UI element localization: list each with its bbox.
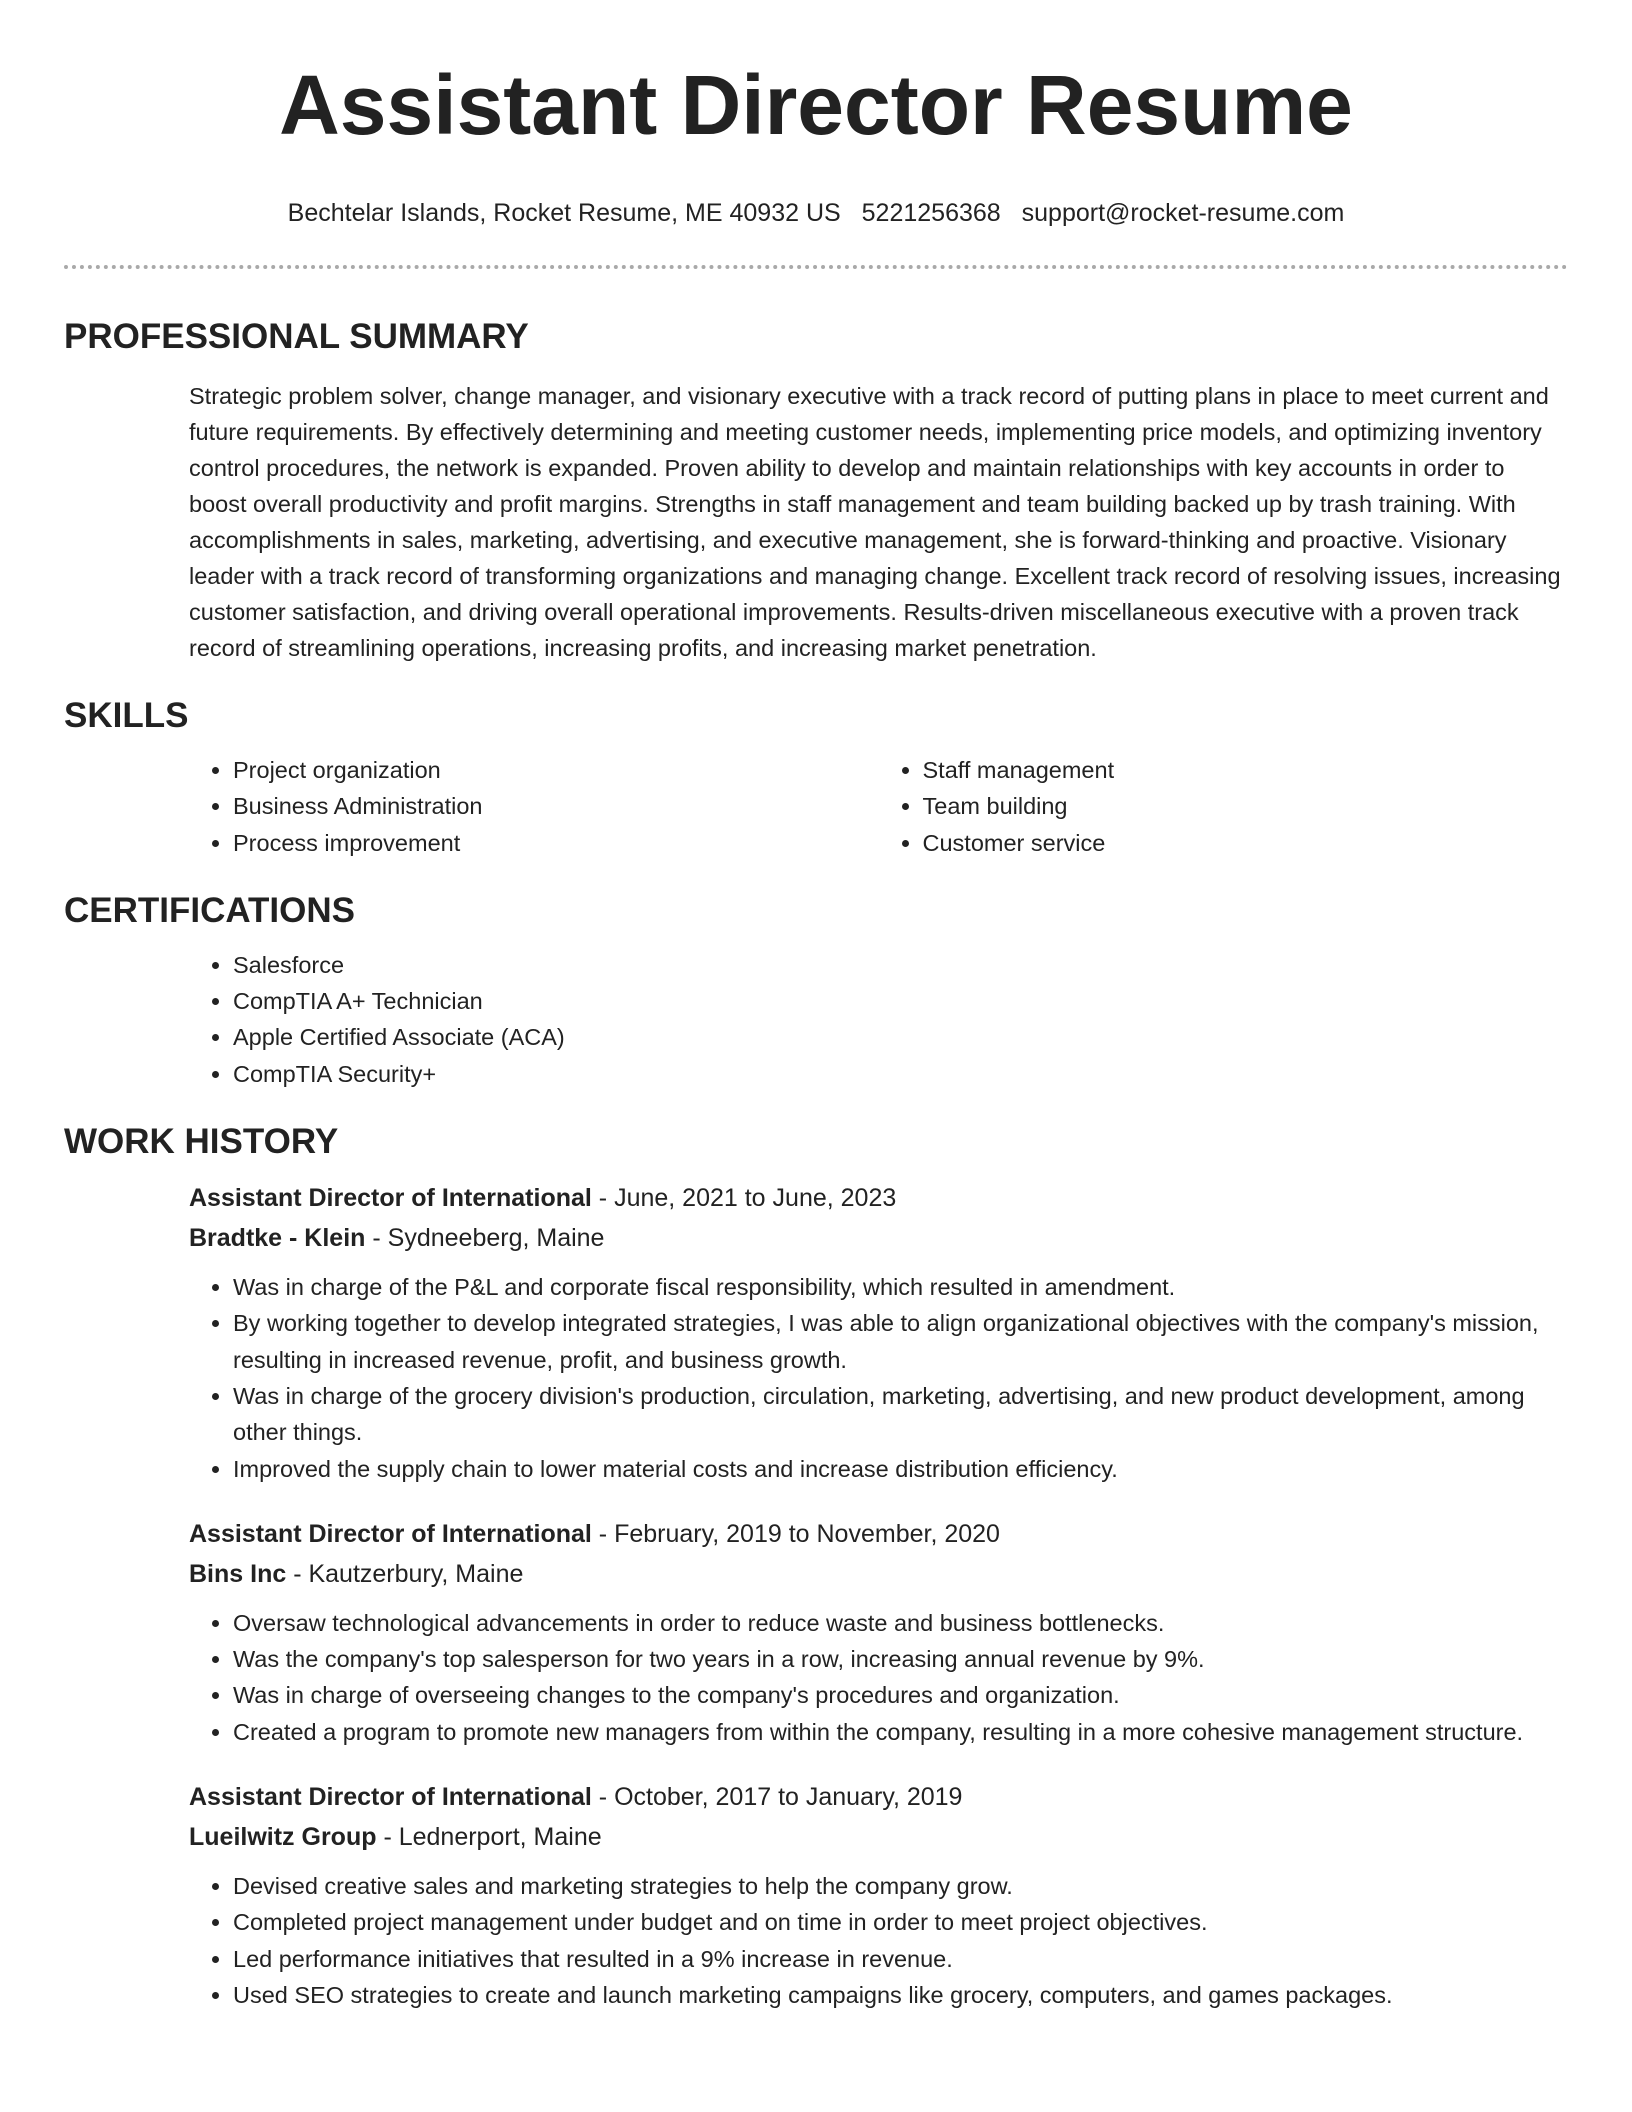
company-line [189, 1817, 1568, 1857]
summary-text: Strategic problem solver, change manager, and visionary executive with a track record of putting plans in place to meet current and future requirements. By effectively determining and meeting customer needs, implementing price models, and optimizing inventory control procedures, the network is expanded. Proven ability to develop and maintain relationships with key accounts in order to boost overall productivity and profit margins. Strengths in staff management and team building backed up by trash training. With accomplishments in sales, marketing, advertising, and executive management, she is forward-thinking and proactive. Visionary leader with a track record of transforming organizations and managing change. Excellent track record of resolving issues, increasing customer satisfaction, and driving overall operational improvements. Results-driven miscellaneous executive with a proven track record of streamlining operations, increasing profits, and increasing market penetration. [189, 383, 1561, 661]
list-item: • Used SEO strategies to create and launch marketing campaigns like grocery, computers, and games packages. [233, 1977, 1568, 2013]
job-title: Assistant Director of International [189, 1519, 592, 1548]
job-dates: - October, 2017 to January, 2019 [591, 1783, 963, 1812]
company-name: Bradtke - Klein [189, 1224, 366, 1253]
list-item: • Project organization [233, 752, 879, 788]
skills-list-left [189, 752, 879, 861]
list-item: • By working together to develop integrated strategies, I was able to align organizational objectives with the company's mission, resulting in increased revenue, profit, and business growth. [233, 1305, 1568, 1378]
job-entry [189, 1777, 1568, 2013]
job-title: Assistant Director of International [189, 1184, 592, 1213]
list-item: • Staff management [923, 752, 1569, 788]
job-entry [189, 1178, 1568, 1487]
list-item: • Improved the supply chain to lower material costs and increase distribution efficiency. [233, 1451, 1568, 1487]
company-location: - Sydneeberg, Maine [365, 1224, 605, 1253]
company-line [189, 1218, 1568, 1258]
list-item: • Was the company's top salesperson for two years in a row, increasing annual revenue by 9%. [233, 1641, 1568, 1677]
list-item: • Devised creative sales and marketing strategies to help the company grow. [233, 1868, 1568, 1904]
contact-email: support@rocket-resume.com [1021, 199, 1345, 227]
certifications-list [189, 947, 1568, 1092]
list-item: • Was in charge of overseeing changes to the company's procedures and organization. [233, 1677, 1568, 1713]
job-bullets [189, 1269, 1568, 1487]
list-item: • Customer service [923, 825, 1569, 861]
section-heading-summary: PROFESSIONAL SUMMARY [64, 317, 529, 356]
company-location: - Lednerport, Maine [376, 1823, 602, 1852]
certifications-section [64, 889, 1568, 1092]
resume-page [64, 0, 1568, 2013]
contact-address: Bechtelar Islands, Rocket Resume, ME 40932 US [287, 199, 841, 227]
list-item: • Process improvement [233, 825, 879, 861]
certifications-block [189, 947, 1568, 1092]
list-item: • Created a program to promote new managers from within the company, resulting in a more cohesive management structure. [233, 1714, 1568, 1750]
page-title: Assistant Director Resume [279, 58, 1353, 152]
company-name: Bins Inc [189, 1559, 287, 1588]
skills-columns [189, 752, 1568, 861]
list-item: • CompTIA A+ Technician [233, 983, 1568, 1019]
job-dates: - February, 2019 to November, 2020 [591, 1519, 1000, 1548]
section-heading-skills: SKILLS [64, 696, 189, 735]
section-heading-work-history: WORK HISTORY [64, 1122, 339, 1162]
job-title-line [189, 1178, 1568, 1218]
list-item: • Was in charge of the grocery division's production, circulation, marketing, advertising, and new product development, among other things. [233, 1378, 1568, 1451]
job-title-line [189, 1777, 1568, 1817]
list-item: • CompTIA Security+ [233, 1056, 1568, 1092]
contact-line [64, 197, 1568, 229]
list-item: • Salesforce [233, 947, 1568, 983]
list-item: • Business Administration [233, 788, 879, 824]
summary-section [64, 315, 1568, 666]
list-item: • Team building [923, 788, 1569, 824]
job-entry [189, 1514, 1568, 1750]
company-location: - Kautzerbury, Maine [286, 1559, 524, 1588]
job-dates: - June, 2021 to June, 2023 [591, 1184, 897, 1213]
list-item: • Oversaw technological advancements in order to reduce waste and business bottlenecks. [233, 1605, 1568, 1641]
skills-section [64, 694, 1568, 861]
job-title: Assistant Director of International [189, 1783, 592, 1812]
skills-list-right [879, 752, 1569, 861]
section-heading-certifications: CERTIFICATIONS [64, 890, 356, 930]
company-line [189, 1554, 1568, 1594]
list-item: • Led performance initiatives that resulted in a 9% increase in revenue. [233, 1941, 1568, 1977]
list-item: • Apple Certified Associate (ACA) [233, 1019, 1568, 1055]
header-divider [64, 265, 1568, 269]
job-bullets [189, 1868, 1568, 2013]
contact-phone: 5221256368 [861, 199, 1001, 227]
list-item: • Completed project management under budget and on time in order to meet project objectives. [233, 1904, 1568, 1940]
job-bullets [189, 1605, 1568, 1750]
job-title-line [189, 1514, 1568, 1554]
company-name: Lueilwitz Group [189, 1823, 377, 1852]
work-history-section [64, 1120, 1568, 2013]
list-item: • Was in charge of the P&L and corporate fiscal responsibility, which resulted in amendment. [233, 1269, 1568, 1305]
